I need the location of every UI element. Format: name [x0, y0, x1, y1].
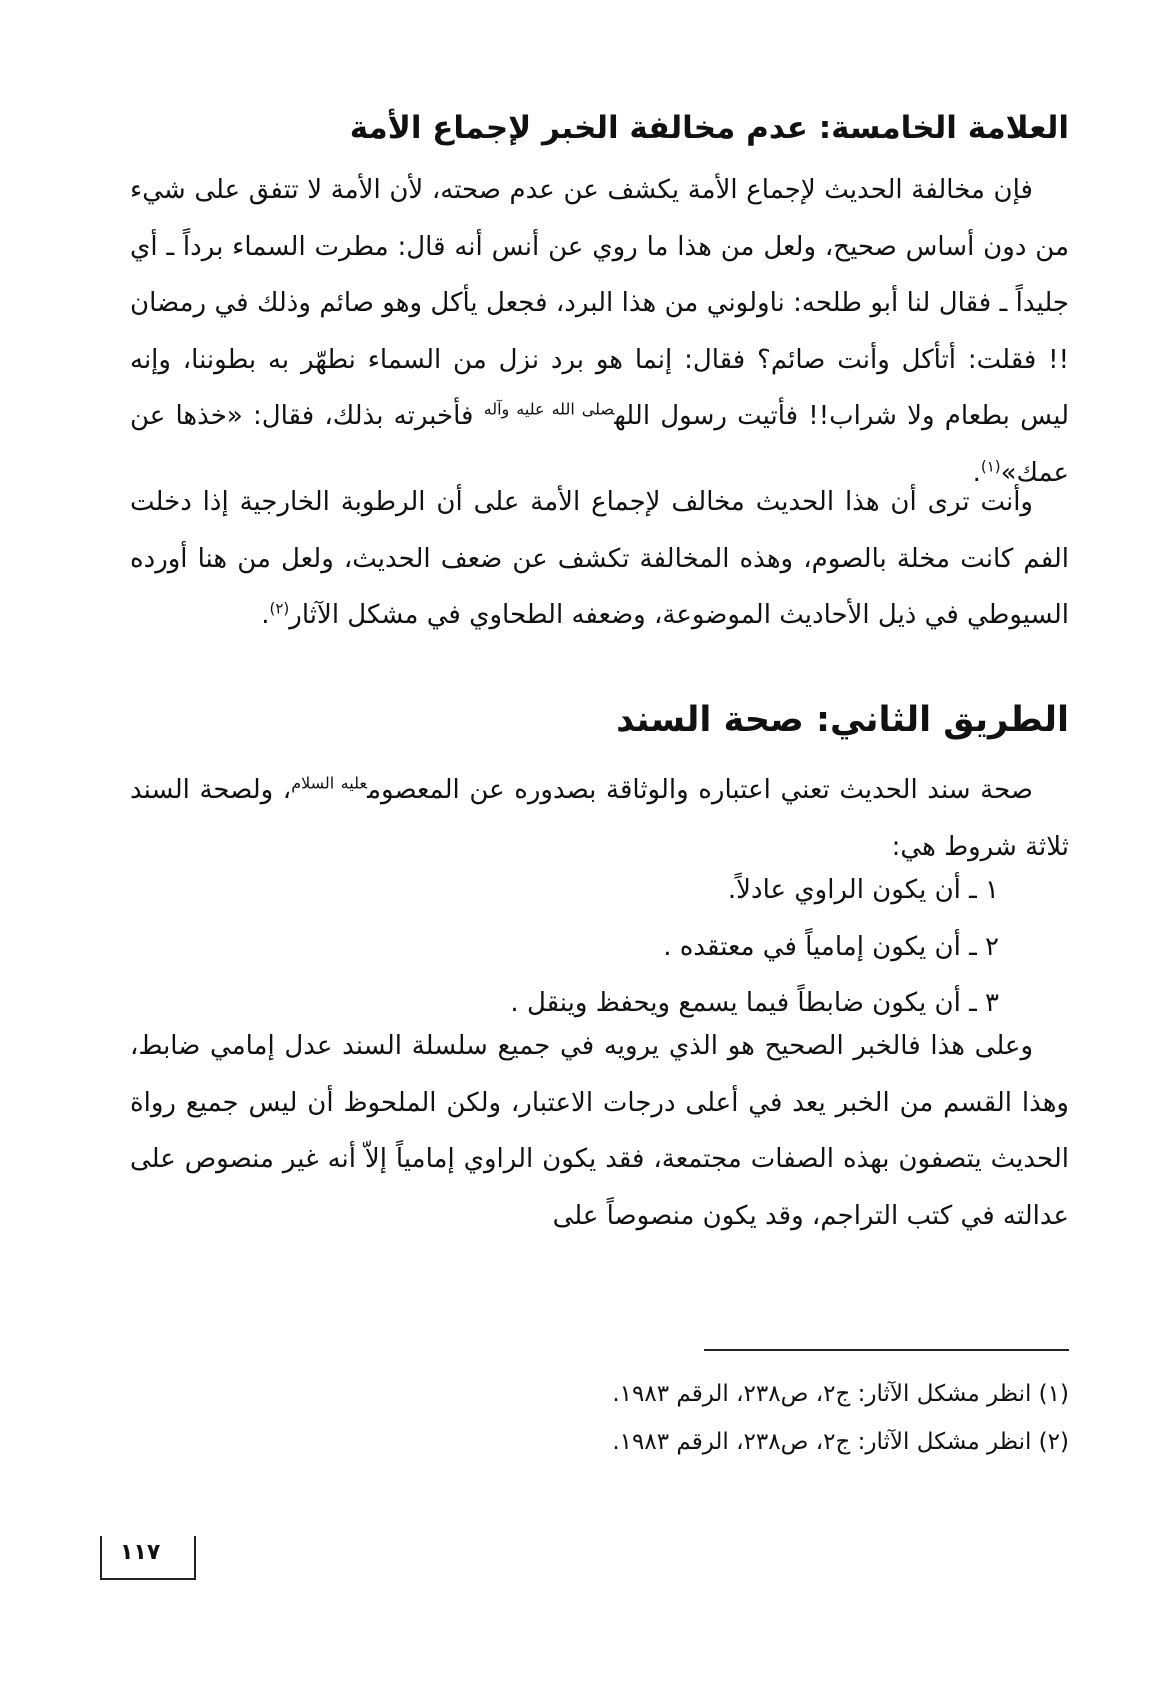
paragraph-analysis-text: وأنت ترى أن هذا الحديث مخالف لإجماع الأمة على أن الرطوبة الخارجية إذا دخلت الفم كانت مخلة بالصوم، وهذه المخالفة تكشف عن ضعف الحديث، ولعل من هنا أورده السيوطي في ذيل الأحاديث الموضوعة، وضعفه الطحاوي في مشكل الآثار — [130, 487, 1069, 630]
paragraph-ijma-text: فإن مخالفة الحديث لإجماع الأمة يكشف عن عدم صحته، لأن الأمة لا تتفق على شيء من دون أساس صحيح، ولعل من هذا ما روي عن أنس أنه قال: مطرت السماء برداً ـ أي جليداً ـ فقال لنا أبو طلحه: ناولوني من هذا البرد، فجعل يأكل وهو صائم وذلك في رمضان !! فقلت: أتأكل وأنت صائم؟ فقال: إنما هو برد نزل من السماء نطهّر به بطوننا، وإنه ليس بطعام ولا شراب!! فأتيت رسول الله — [130, 175, 1069, 431]
alayhi-salam-symbol: عليه السلام — [291, 773, 368, 793]
sanad-definition-text: صحة سند الحديث تعني اعتباره والوثاقة بصدوره عن المعصوم — [367, 775, 1033, 805]
section-heading-second-way: الطريق الثاني: صحة السند — [616, 700, 1069, 740]
paragraph-ijma-end: فأخبرته بذلك، فقال: «خذها عن عمك» — [130, 401, 1069, 488]
footnote-ref-1: (١) — [980, 456, 1001, 475]
list-item: ١ ـ أن يكون الراوي عادلاً. — [727, 875, 999, 905]
paragraph-ijma-analysis: وأنت ترى أن هذا الحديث مخالف لإجماع الأمة على أن الرطوبة الخارجية إذا دخلت الفم كانت مخلة بالصوم، وهذه المخالفة تكشف عن ضعف الحديث، ولعل من هنا أورده السيوطي في ذيل الأحاديث الموضوعة، وضعفه الطحاوي في مشكل الآثار$^{(٢)}$. — [130, 487, 1069, 630]
paragraph-sanad-definition — [130, 762, 1069, 875]
paragraph-ijma-argument: فإن مخالفة الحديث لإجماع الأمة يكشف عن عدم صحته، لأن الأمة لا تتفق على شيء من دون أساس صحيح، ولعل من هذا ما روي عن أنس أنه قال: مطرت السماء برداً ـ أي جليداً ـ فقال لنا أبو طلحه: ناولوني من هذا البرد، فجعل يأكل وهو صائم وذلك في رمضان !! فقلت: أتأكل وأنت صائم؟ فقال: إنما هو برد نزل من السماء نطهّر به بطوننا، وإنه ليس بطعام ولا شراب!! فأتيت رسول الله$^{صلى الله عليه وآله}$ فأخبرته بذلك، فقال: «خذها عن عمك»$^{(١)}$. — [130, 175, 1069, 488]
salawat-symbol: صلى الله عليه وآله — [483, 399, 615, 419]
footnotes — [130, 1370, 1069, 1466]
conditions-list — [130, 862, 1069, 1032]
footnote-ref-2: (٢) — [269, 599, 290, 618]
section-heading-fifth-sign: العلامة الخامسة: عدم مخالفة الخبر لإجماع الأمة — [349, 110, 1069, 146]
page-number: ١١٧ — [120, 1540, 161, 1565]
paragraph-sahih-khabar: وعلى هذا فالخبر الصحيح هو الذي يرويه في جميع سلسلة السند عدل إمامي ضابط، وهذا القسم من الخبر يعد في أعلى درجات الاعتبار، ولكن الملحوظ أن ليس جميع رواة الحديث يتصفون بهذه الصفات مجتمعة، فقد يكون الراوي إمامياً إلاّ أنه غير منصوص على عدالته في كتب التراجم، وقد يكون منصوصاً على — [130, 1031, 1069, 1231]
footnote-2: (٢) انظر مشكل الآثار: ج٢، ص٢٣٨، الرقم ١٩٨٣. — [612, 1429, 1069, 1455]
sanad-definition-end: ، ولصحة السند ثلاثة شروط هي: — [130, 775, 1069, 862]
list-item: ٣ ـ أن يكون ضابطاً فيما يسمع ويحفظ وينقل . — [510, 988, 999, 1018]
footnote-1: (١) انظر مشكل الآثار: ج٢، ص٢٣٨، الرقم ١٩٨٣. — [612, 1381, 1069, 1407]
footnote-divider — [704, 1349, 1069, 1351]
list-item: ٢ ـ أن يكون إمامياً في معتقده . — [663, 931, 999, 962]
